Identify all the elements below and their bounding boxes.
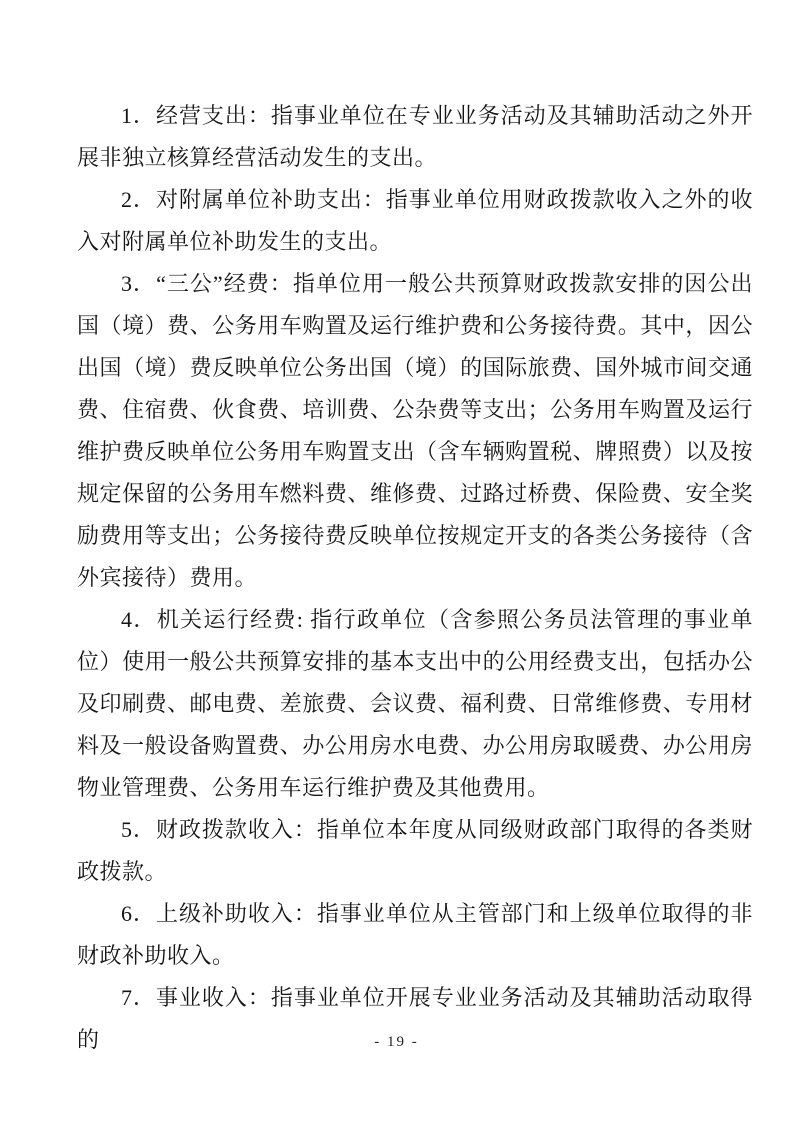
paragraph-4-agency-operating-funds: 4．机关运行经费: 指行政单位（含参照公务员法管理的事业单位）使用一般公共预算安排的基本支出中的公用经费支出，包括办公及印刷费、邮电费、差旅费、会议费、福利费、日常维修费、专用材料及一般设备购置费、办公用房水电费、办公用房取暖费、办公用房物业管理费、公务用车运行维护费及其他费用。 bbox=[77, 607, 753, 800]
paragraph-1-operating-expenditure: 1．经营支出：指事业单位在专业业务活动及其辅助活动之外开展非独立核算经营活动发生的支出。 bbox=[77, 103, 753, 170]
document-body bbox=[77, 95, 753, 1061]
paragraph-2-subsidy-to-affiliates: 2．对附属单位补助支出：指事业单位用财政拨款收入之外的收入对附属单位补助发生的支出。 bbox=[77, 187, 753, 254]
paragraph-7-operational-income: 7．事业收入：指事业单位开展专业业务活动及其辅助活动取得的 bbox=[77, 985, 753, 1052]
page-number: - 19 - bbox=[374, 1034, 419, 1050]
paragraph-3-three-public-funds: 3．“三公”经费：指单位用一般公共预算财政拨款安排的因公出国（境）费、公务用车购置及运行维护费和公务接待费。其中，因公出国（境）费反映单位公务出国（境）的国际旅费、国外城市间交通费、住宿费、伙食费、培训费、公杂费等支出；公务用车购置及运行维护费反映单位公务用车购置支出（含车辆购置税、牌照费）以及按规定保留的公务用车燃料费、维修费、过路过桥费、保险费、安全奖励费用等支出；公务接待费反映单位按规定开支的各类公务接待（含外宾接待）费用。 bbox=[77, 271, 753, 590]
paragraph-6-superior-subsidy-income: 6．上级补助收入：指事业单位从主管部门和上级单位取得的非财政补助收入。 bbox=[77, 901, 753, 968]
paragraph-5-fiscal-appropriation-income: 5．财政拨款收入：指单位本年度从同级财政部门取得的各类财政拨款。 bbox=[77, 817, 753, 884]
